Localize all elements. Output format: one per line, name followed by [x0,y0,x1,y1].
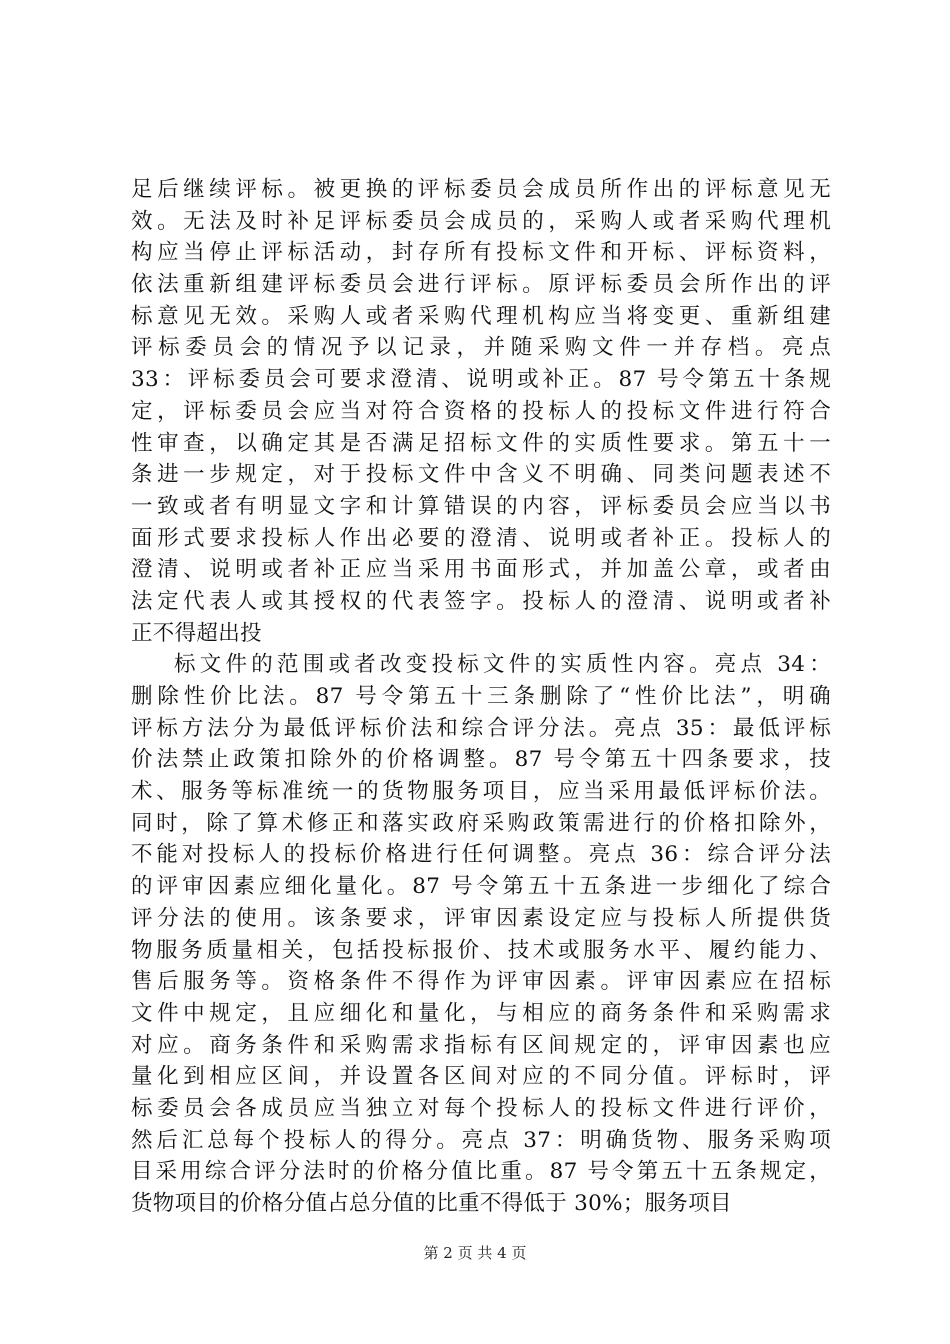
text-line: 售后服务等。资格条件不得作为评审因素。评审因素应在招标 [131,969,831,995]
text-line: 正不得超出投 [131,620,262,646]
text-line: 删除性价比法。87 号令第五十三条删除了“性价比法”，明确 [131,684,831,709]
text-line: 评标方法分为最低评标价法和综合评分法。亮点 35：最低评标 [131,715,831,741]
text-line: 价法禁止政策扣除外的价格调整。87 号令第五十四条要求，技 [131,747,831,773]
text-line: 量化到相应区间，并设置各区间对应的不同分值。评标时，评 [131,1064,831,1090]
text-line: 的评审因素应细化量化。87 号令第五十五条进一步细化了综合 [131,874,831,900]
text-line: 然后汇总每个投标人的得分。亮点 37：明确货物、服务采购项 [131,1127,831,1153]
text-line: 同时，除了算术修正和落实政府采购政策需进行的价格扣除外， [131,810,831,836]
text-line: 澄清、说明或者补正应当采用书面形式，并加盖公章，或者由 [131,557,831,583]
text-line: 不能对投标人的投标价格进行任何调整。亮点 36：综合评分法 [131,842,831,868]
text-line: 物服务质量相关，包括投标报价、技术或服务水平、履约能力、 [131,937,831,963]
text-line: 定，评标委员会应当对符合资格的投标人的投标文件进行符合 [131,398,831,424]
text-line: 标委员会各成员应当独立对每个投标人的投标文件进行评价， [131,1095,831,1121]
text-line: 术、服务等标准统一的货物服务项目，应当采用最低评标价法。 [131,779,831,805]
text-line: 构应当停止评标活动，封存所有投标文件和开标、评标资料， [131,240,831,266]
text-line: 依法重新组建评标委员会进行评标。原评标委员会所作出的评 [131,272,831,298]
text-line: 对应。商务条件和采购需求指标有区间规定的，评审因素也应 [131,1032,831,1058]
page-footer: 第 2 页 共 4 页 [423,1244,527,1262]
text-line: 条进一步规定，对于投标文件中含义不明确、同类问题表述不 [131,462,831,488]
text-line: 33：评标委员会可要求澄清、说明或补正。87 号令第五十条规 [131,367,831,393]
text-line: 货物项目的价格分值占总分值的比重不得低于 30%；服务项目 [131,1191,732,1216]
text-line: 评分法的使用。该条要求，评审因素设定应与投标人所提供货 [131,905,831,931]
text-line: 性审查，以确定其是否满足招标文件的实质性要求。第五十一 [131,430,831,456]
text-line: 标文件的范围或者改变投标文件的实质性内容。亮点 34： [174,652,831,678]
text-line: 文件中规定，且应细化和量化，与相应的商务条件和采购需求 [131,1000,831,1026]
text-line: 足后继续评标。被更换的评标委员会成员所作出的评标意见无 [131,177,831,202]
text-line: 标意见无效。采购人或者采购代理机构应当将变更、重新组建 [131,303,831,329]
text-line: 法定代表人或其授权的代表签字。投标人的澄清、说明或者补 [131,588,831,614]
text-line: 一致或者有明显文字和计算错误的内容，评标委员会应当以书 [131,493,831,519]
text-line: 目采用综合评分法时的价格分值比重。87 号令第五十五条规定， [131,1159,831,1185]
text-line: 效。无法及时补足评标委员会成员的，采购人或者采购代理机 [131,208,831,234]
body-text [131,174,831,1220]
text-line: 评标委员会的情况予以记录，并随采购文件一并存档。亮点 [131,335,831,361]
text-line: 面形式要求投标人作出必要的澄清、说明或者补正。投标人的 [131,525,831,551]
